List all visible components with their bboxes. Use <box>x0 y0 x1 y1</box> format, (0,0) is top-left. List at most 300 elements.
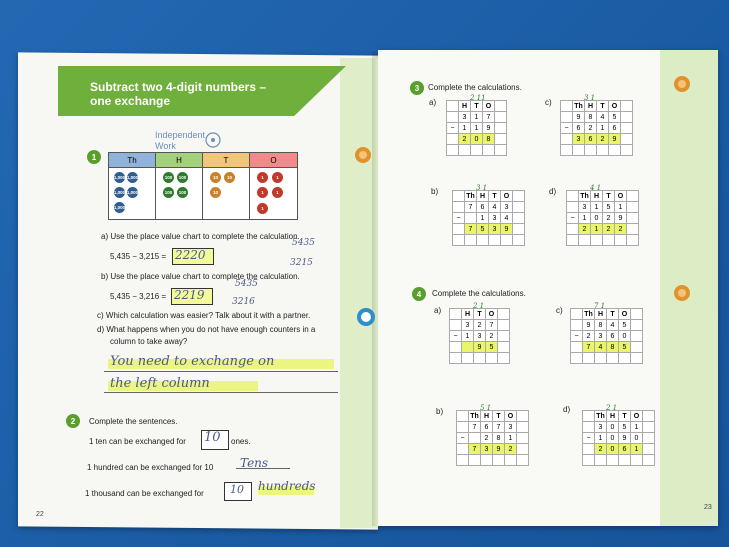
q3d-label: d) <box>549 187 557 196</box>
grid-cell: O <box>619 309 631 320</box>
grid-cell: T <box>471 101 483 112</box>
grid-cell[interactable]: 3 <box>481 444 493 455</box>
grid-cell <box>621 112 633 123</box>
grid-cell <box>498 342 510 353</box>
grid-cell[interactable]: 5 <box>477 224 489 235</box>
grid-cell: O <box>631 411 643 422</box>
q4b-exchange-note: 5 1 <box>480 404 492 412</box>
grid-cell <box>631 455 643 466</box>
counter-100: 100 <box>163 172 174 183</box>
grid-cell[interactable]: 2 <box>603 224 615 235</box>
q4b-label: b) <box>436 407 444 416</box>
question-1-number: 1 <box>87 150 101 164</box>
grid-cell: O <box>505 411 517 422</box>
grid-cell <box>619 353 631 364</box>
grid-cell[interactable]: 9 <box>501 224 513 235</box>
grid-cell: 1 <box>597 123 609 134</box>
grid-cell <box>457 444 469 455</box>
grid-cell <box>585 145 597 156</box>
grid-cell: 2 <box>583 331 595 342</box>
grid-cell[interactable]: 5 <box>486 342 498 353</box>
q1d-answer-line2: the left column <box>110 376 210 391</box>
grid-cell: 9 <box>483 123 495 134</box>
grid-cell[interactable]: 2 <box>597 134 609 145</box>
q1a-working-top: 5435 <box>292 238 315 248</box>
grid-cell <box>627 202 639 213</box>
grid-cell: 1 <box>579 213 591 224</box>
grid-cell <box>567 224 579 235</box>
grid-cell[interactable]: 9 <box>474 342 486 353</box>
sentence-3-pre: 1 thousand can be exchanged for <box>85 489 204 498</box>
grid-cell: O <box>615 191 627 202</box>
grid-cell <box>477 235 489 246</box>
grid-cell: 1 <box>505 433 517 444</box>
grid-cell: 4 <box>597 112 609 123</box>
grid-cell: 1 <box>595 433 607 444</box>
pv-header-t: T <box>203 153 250 167</box>
hedgehog-icon <box>672 74 692 94</box>
grid-cell <box>453 202 465 213</box>
hedgehog-icon <box>352 144 374 166</box>
grid-cell <box>643 444 655 455</box>
grid-cell: 1 <box>462 331 474 342</box>
grid-cell: Th <box>466 192 475 200</box>
place-value-chart <box>108 152 298 220</box>
q4a-grid <box>449 308 510 364</box>
grid-cell: O <box>486 309 498 320</box>
grid-cell: T <box>607 309 619 320</box>
grid-cell: 7 <box>469 422 481 433</box>
grid-cell <box>627 191 639 202</box>
s2-answer: Tens <box>240 456 269 470</box>
grid-cell <box>450 342 462 353</box>
grid-cell <box>501 235 513 246</box>
grid-cell <box>643 411 655 422</box>
grid-cell: 4 <box>489 202 501 213</box>
grid-cell: 2 <box>481 433 493 444</box>
grid-cell[interactable]: 2 <box>615 224 627 235</box>
grid-cell <box>597 145 609 156</box>
work-label: Work <box>155 141 176 151</box>
grid-cell: 1 <box>459 123 471 134</box>
grid-cell: H <box>585 101 597 112</box>
counter-1000: 1,000 <box>127 187 138 198</box>
q3b-label: b) <box>431 187 439 196</box>
grid-cell[interactable]: 9 <box>609 134 621 145</box>
grid-cell: 6 <box>607 331 619 342</box>
grid-cell: 2 <box>474 320 486 331</box>
grid-cell <box>615 235 627 246</box>
q3d-exchange-note: 4 1 <box>590 184 602 192</box>
grid-cell: − <box>450 331 462 342</box>
grid-cell <box>571 320 583 331</box>
grid-cell: 6 <box>481 422 493 433</box>
q3d-grid <box>566 190 639 246</box>
sentence-1-post: ones. <box>231 437 251 446</box>
counter-100: 100 <box>177 172 188 183</box>
grid-cell <box>627 213 639 224</box>
grid-cell: 5 <box>619 422 631 433</box>
grid-cell <box>607 353 619 364</box>
grid-cell <box>495 112 507 123</box>
discussion-icon <box>355 306 377 328</box>
grid-cell: O <box>501 191 513 202</box>
question-1c: c) Which calculation was easier? Talk about it with a partner. <box>97 311 311 320</box>
grid-cell[interactable]: 2 <box>579 224 591 235</box>
grid-cell <box>561 101 573 112</box>
grid-cell: − <box>567 213 579 224</box>
q4c-grid <box>570 308 643 364</box>
grid-cell: 2 <box>585 123 597 134</box>
grid-cell <box>493 455 505 466</box>
grid-cell <box>561 134 573 145</box>
grid-cell <box>567 202 579 213</box>
grid-cell: − <box>447 123 459 134</box>
grid-cell <box>457 411 469 422</box>
sentence-2-pre: 1 hundred can be exchanged for 10 <box>87 463 214 472</box>
thinking-icon <box>204 131 222 149</box>
grid-cell <box>517 422 529 433</box>
grid-cell: − <box>571 331 583 342</box>
grid-cell <box>571 309 583 320</box>
grid-cell: H <box>459 101 471 112</box>
grid-cell: T <box>489 191 501 202</box>
grid-cell <box>573 145 585 156</box>
grid-cell: Th <box>580 192 589 200</box>
hedgehog-icon <box>672 283 692 303</box>
grid-cell <box>498 353 510 364</box>
grid-cell: 2 <box>486 331 498 342</box>
grid-cell: 9 <box>583 320 595 331</box>
grid-cell <box>621 101 633 112</box>
grid-cell: 3 <box>462 320 474 331</box>
pv-header-o: O <box>250 153 297 167</box>
grid-cell <box>462 353 474 364</box>
grid-cell[interactable] <box>462 342 474 353</box>
grid-cell <box>583 353 595 364</box>
grid-cell: 6 <box>609 123 621 134</box>
grid-cell <box>447 101 459 112</box>
grid-cell <box>465 213 477 224</box>
q1b-working-top: 5435 <box>235 279 258 289</box>
grid-cell <box>517 411 529 422</box>
grid-cell <box>571 342 583 353</box>
grid-cell[interactable]: 3 <box>573 134 585 145</box>
grid-cell: 1 <box>615 202 627 213</box>
grid-cell <box>486 353 498 364</box>
grid-cell <box>513 202 525 213</box>
question-3: Complete the calculations. <box>428 83 522 92</box>
counter-1000: 1,000 <box>114 187 125 198</box>
question-2: Complete the sentences. <box>89 417 178 426</box>
grid-cell: T <box>474 309 486 320</box>
grid-cell: H <box>595 309 607 320</box>
grid-cell: 9 <box>615 213 627 224</box>
grid-cell <box>567 235 579 246</box>
grid-cell: 3 <box>489 213 501 224</box>
grid-cell: 0 <box>619 331 631 342</box>
page-number-right: 23 <box>704 504 712 511</box>
grid-cell: 2 <box>603 213 615 224</box>
q4b-grid <box>456 410 529 466</box>
grid-cell: H <box>477 191 489 202</box>
q4c-label: c) <box>556 306 563 315</box>
grid-cell: 1 <box>471 123 483 134</box>
grid-cell <box>505 455 517 466</box>
q1a-answer: 2220 <box>175 248 206 262</box>
grid-cell <box>513 213 525 224</box>
grid-cell: H <box>607 411 619 422</box>
question-4-number: 4 <box>412 287 426 301</box>
grid-cell[interactable]: 3 <box>489 224 501 235</box>
grid-cell <box>517 455 529 466</box>
grid-cell: − <box>561 123 573 134</box>
grid-cell: 4 <box>607 320 619 331</box>
grid-cell <box>595 455 607 466</box>
q3b-exchange-note: 3 1 <box>476 184 488 192</box>
grid-cell: − <box>457 433 469 444</box>
grid-cell[interactable]: 8 <box>483 134 495 145</box>
grid-cell: 1 <box>631 422 643 433</box>
grid-cell <box>603 235 615 246</box>
grid-cell: H <box>462 309 474 320</box>
pv-header-th: Th <box>109 153 156 167</box>
grid-cell[interactable]: 8 <box>607 342 619 353</box>
grid-cell <box>583 455 595 466</box>
grid-cell: 6 <box>573 123 585 134</box>
grid-cell <box>495 123 507 134</box>
grid-cell[interactable]: 2 <box>595 444 607 455</box>
grid-cell <box>517 444 529 455</box>
grid-cell <box>631 309 643 320</box>
grid-cell <box>453 235 465 246</box>
q3a-grid <box>446 100 507 156</box>
counter-100: 100 <box>163 187 174 198</box>
q4d-grid <box>582 410 655 466</box>
grid-cell <box>513 224 525 235</box>
grid-cell: − <box>453 213 465 224</box>
grid-cell[interactable]: 7 <box>583 342 595 353</box>
grid-cell <box>595 353 607 364</box>
grid-cell[interactable]: 0 <box>471 134 483 145</box>
grid-cell <box>457 455 469 466</box>
grid-cell <box>621 123 633 134</box>
grid-cell: 7 <box>493 422 505 433</box>
pv-header-h: H <box>156 153 203 167</box>
grid-cell <box>453 191 465 202</box>
s3-box-value: 10 <box>230 483 244 496</box>
grid-cell <box>459 145 471 156</box>
question-1a: a) Use the place value chart to complete the calculation. <box>101 232 300 241</box>
grid-cell <box>483 145 495 156</box>
grid-cell <box>489 235 501 246</box>
grid-cell: 0 <box>631 433 643 444</box>
q1b-calculation: 5,435 − 3,216 = <box>110 292 167 301</box>
grid-cell <box>609 145 621 156</box>
grid-cell <box>567 191 579 202</box>
grid-cell[interactable]: 0 <box>607 444 619 455</box>
question-4: Complete the calculations. <box>432 289 526 298</box>
grid-cell: O <box>609 101 621 112</box>
answer-line <box>236 468 290 469</box>
grid-cell[interactable]: 2 <box>459 134 471 145</box>
counter-1: 1 <box>272 172 283 183</box>
question-1d-line2: column to take away? <box>110 337 188 346</box>
grid-cell: 7 <box>465 202 477 213</box>
grid-cell: 7 <box>486 320 498 331</box>
counter-10: 10 <box>224 172 235 183</box>
q3c-exchange-note: 3 1 <box>584 94 596 102</box>
grid-cell <box>495 145 507 156</box>
grid-cell <box>621 145 633 156</box>
grid-cell <box>583 411 595 422</box>
grid-cell <box>495 101 507 112</box>
grid-cell[interactable]: 2 <box>505 444 517 455</box>
grid-cell: 3 <box>595 422 607 433</box>
grid-cell: 3 <box>505 422 517 433</box>
grid-cell <box>561 112 573 123</box>
independent-label: Independent <box>155 130 206 140</box>
grid-cell <box>447 145 459 156</box>
q3b-grid <box>452 190 525 246</box>
q4c-exchange-note: 7 1 <box>594 302 606 310</box>
question-3-number: 3 <box>410 81 424 95</box>
question-1d-line1: d) What happens when you do not have enough counters in a <box>97 325 316 334</box>
q1a-calculation: 5,435 − 3,215 = <box>110 252 167 261</box>
grid-cell <box>571 353 583 364</box>
grid-cell: − <box>583 433 595 444</box>
grid-cell[interactable]: 6 <box>585 134 597 145</box>
grid-cell: 5 <box>619 320 631 331</box>
grid-cell <box>643 433 655 444</box>
grid-cell: 3 <box>474 331 486 342</box>
grid-cell <box>631 342 643 353</box>
grid-cell: H <box>591 191 603 202</box>
counter-1: 1 <box>257 203 268 214</box>
grid-cell <box>591 235 603 246</box>
grid-cell <box>631 331 643 342</box>
grid-cell <box>471 145 483 156</box>
grid-cell: T <box>603 191 615 202</box>
grid-cell: Th <box>596 412 605 420</box>
grid-cell <box>517 433 529 444</box>
q1d-answer-line1: You need to exchange on <box>110 354 275 369</box>
grid-cell <box>453 224 465 235</box>
grid-cell <box>619 455 631 466</box>
grid-cell <box>474 353 486 364</box>
grid-cell: 8 <box>595 320 607 331</box>
grid-cell: 3 <box>459 112 471 123</box>
book-spine <box>372 52 384 526</box>
grid-cell <box>627 235 639 246</box>
grid-cell: 9 <box>573 112 585 123</box>
grid-cell <box>631 320 643 331</box>
answer-line <box>104 392 338 393</box>
grid-cell <box>627 224 639 235</box>
answer-line <box>104 371 338 372</box>
grid-cell[interactable]: 6 <box>619 444 631 455</box>
grid-cell: 8 <box>493 433 505 444</box>
grid-cell <box>469 455 481 466</box>
q3a-exchange-note: 2 11 <box>470 94 486 102</box>
grid-cell[interactable]: 1 <box>631 444 643 455</box>
grid-cell <box>465 235 477 246</box>
grid-cell <box>469 433 481 444</box>
grid-cell: 1 <box>477 213 489 224</box>
grid-cell <box>579 235 591 246</box>
grid-cell[interactable]: 7 <box>469 444 481 455</box>
counter-1: 1 <box>257 172 268 183</box>
grid-cell: 0 <box>607 422 619 433</box>
q3c-grid <box>560 100 633 156</box>
grid-cell <box>643 422 655 433</box>
grid-cell <box>583 422 595 433</box>
grid-cell: 6 <box>477 202 489 213</box>
grid-cell: T <box>619 411 631 422</box>
grid-cell <box>621 134 633 145</box>
grid-cell: 5 <box>603 202 615 213</box>
grid-cell <box>447 134 459 145</box>
grid-cell <box>450 309 462 320</box>
page-number-left: 22 <box>36 511 44 518</box>
grid-cell: H <box>481 411 493 422</box>
q4a-label: a) <box>434 306 442 315</box>
grid-cell <box>607 455 619 466</box>
page-title: Subtract two 4-digit numbers – one exchange <box>90 80 267 108</box>
grid-cell <box>457 422 469 433</box>
grid-cell <box>513 191 525 202</box>
grid-cell: 8 <box>585 112 597 123</box>
grid-cell <box>513 235 525 246</box>
grid-cell <box>643 455 655 466</box>
grid-cell <box>495 134 507 145</box>
counter-1000: 1,000 <box>127 172 138 183</box>
grid-cell: 1 <box>471 112 483 123</box>
grid-cell: Th <box>584 310 593 318</box>
grid-cell: 3 <box>579 202 591 213</box>
grid-cell: T <box>493 411 505 422</box>
grid-cell: 5 <box>609 112 621 123</box>
counter-1000: 1,000 <box>114 202 125 213</box>
grid-cell <box>450 353 462 364</box>
grid-cell: 3 <box>595 331 607 342</box>
grid-cell <box>583 444 595 455</box>
grid-cell <box>498 331 510 342</box>
grid-cell[interactable]: 5 <box>619 342 631 353</box>
q1a-working-bottom: 3215 <box>290 258 313 268</box>
grid-cell <box>498 320 510 331</box>
grid-cell <box>450 320 462 331</box>
grid-cell: 7 <box>483 112 495 123</box>
q4d-label: d) <box>563 405 571 414</box>
grid-cell: 0 <box>591 213 603 224</box>
grid-cell: 0 <box>607 433 619 444</box>
grid-cell[interactable]: 1 <box>591 224 603 235</box>
grid-cell[interactable]: 4 <box>595 342 607 353</box>
q4a-exchange-note: 2 1 <box>473 302 485 310</box>
grid-cell: 4 <box>501 213 513 224</box>
s3-answer: hundreds <box>258 479 316 493</box>
grid-cell[interactable]: 9 <box>493 444 505 455</box>
grid-cell[interactable]: 7 <box>465 224 477 235</box>
q3a-label: a) <box>429 98 437 107</box>
s1-answer: 10 <box>204 430 221 445</box>
counter-1: 1 <box>272 187 283 198</box>
counter-100: 100 <box>177 187 188 198</box>
grid-cell <box>481 455 493 466</box>
grid-cell: T <box>597 101 609 112</box>
q4d-exchange-note: 2 1 <box>606 404 618 412</box>
